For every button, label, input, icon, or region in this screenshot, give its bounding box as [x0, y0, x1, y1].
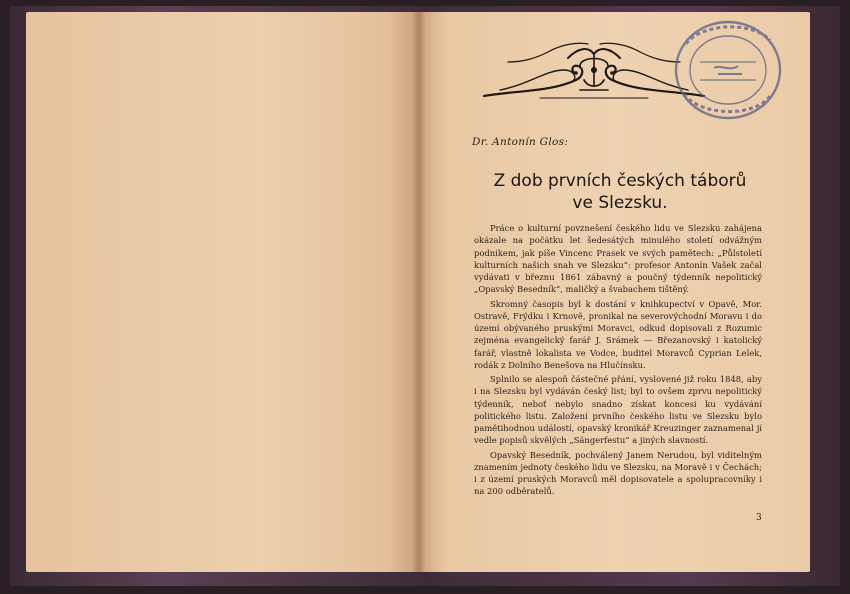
paragraph: Práce o kulturní povznešení českého lidu ve Slezsku zahájena okázale na počátku let šedesátých minulého století odvážným podnikem, jak píše Vincenc Prasek ve svých pamětech: „Půlstoletí kulturních našich snah ve Slezsku“: profesor Antonín Vašek začal vydávati v březnu 1861 zábavný a poučný týdenník nepolitický „Opavský Besedník“, maličký a švabachem tištěný.	[474, 223, 762, 295]
chapter-title-line-1: Z dob prvních českých táborů	[493, 171, 747, 191]
paragraph: Skromný časopis byl k dostání v knihkupectví v Opavě, Mor. Ostravě, Frýdku i Krnově, pronikal na severovýchodní Moravu i do území obývaného pruskými Moravci, odkud dopisovali z Rozumic zejména evangelický farář J. Srámek — Březanovský i katolický farář, vlastně lokalista ve Vodce, buditel Moravců Cyprian Lelek, rodák z Dolního Benešova na Hlučínsku.	[474, 298, 762, 370]
chapter-title-line-2: ve Slezsku.	[572, 193, 668, 213]
chapter-title	[470, 170, 770, 214]
left-page	[26, 12, 418, 572]
page-number: 3	[756, 513, 762, 523]
paragraph: Opavský Besedník, pochválený Janem Nerudou, byl viditelným znamením jednoty českého lidu ve Slezsku, na Moravě i v Čechách; i z území pruských Moravců měl dopisovatele a spolupracovníky i na 200 odběratelů.	[474, 449, 762, 497]
paragraph: Splnilo se alespoň částečné přání, vyslovené již roku 1848, aby i na Slezsku byl vydáván český list; byl to ovšem zprvu nepolitický týdenník, neboť nebylo snadno získat koncesi ku vydávání politického listu. Založení prvního českého listu ve Slezsku bylo pamětihodnou událostí, opavský kronikář Kreuzinger zaznamenal jí vedle popisů skvělých „Sängerfestu“ a jiných slavností.	[474, 374, 762, 446]
library-stamp-icon	[670, 14, 788, 124]
spine-gutter	[412, 12, 426, 572]
author-name: Dr. Antonín Glos:	[472, 136, 569, 148]
body-text	[474, 222, 762, 500]
